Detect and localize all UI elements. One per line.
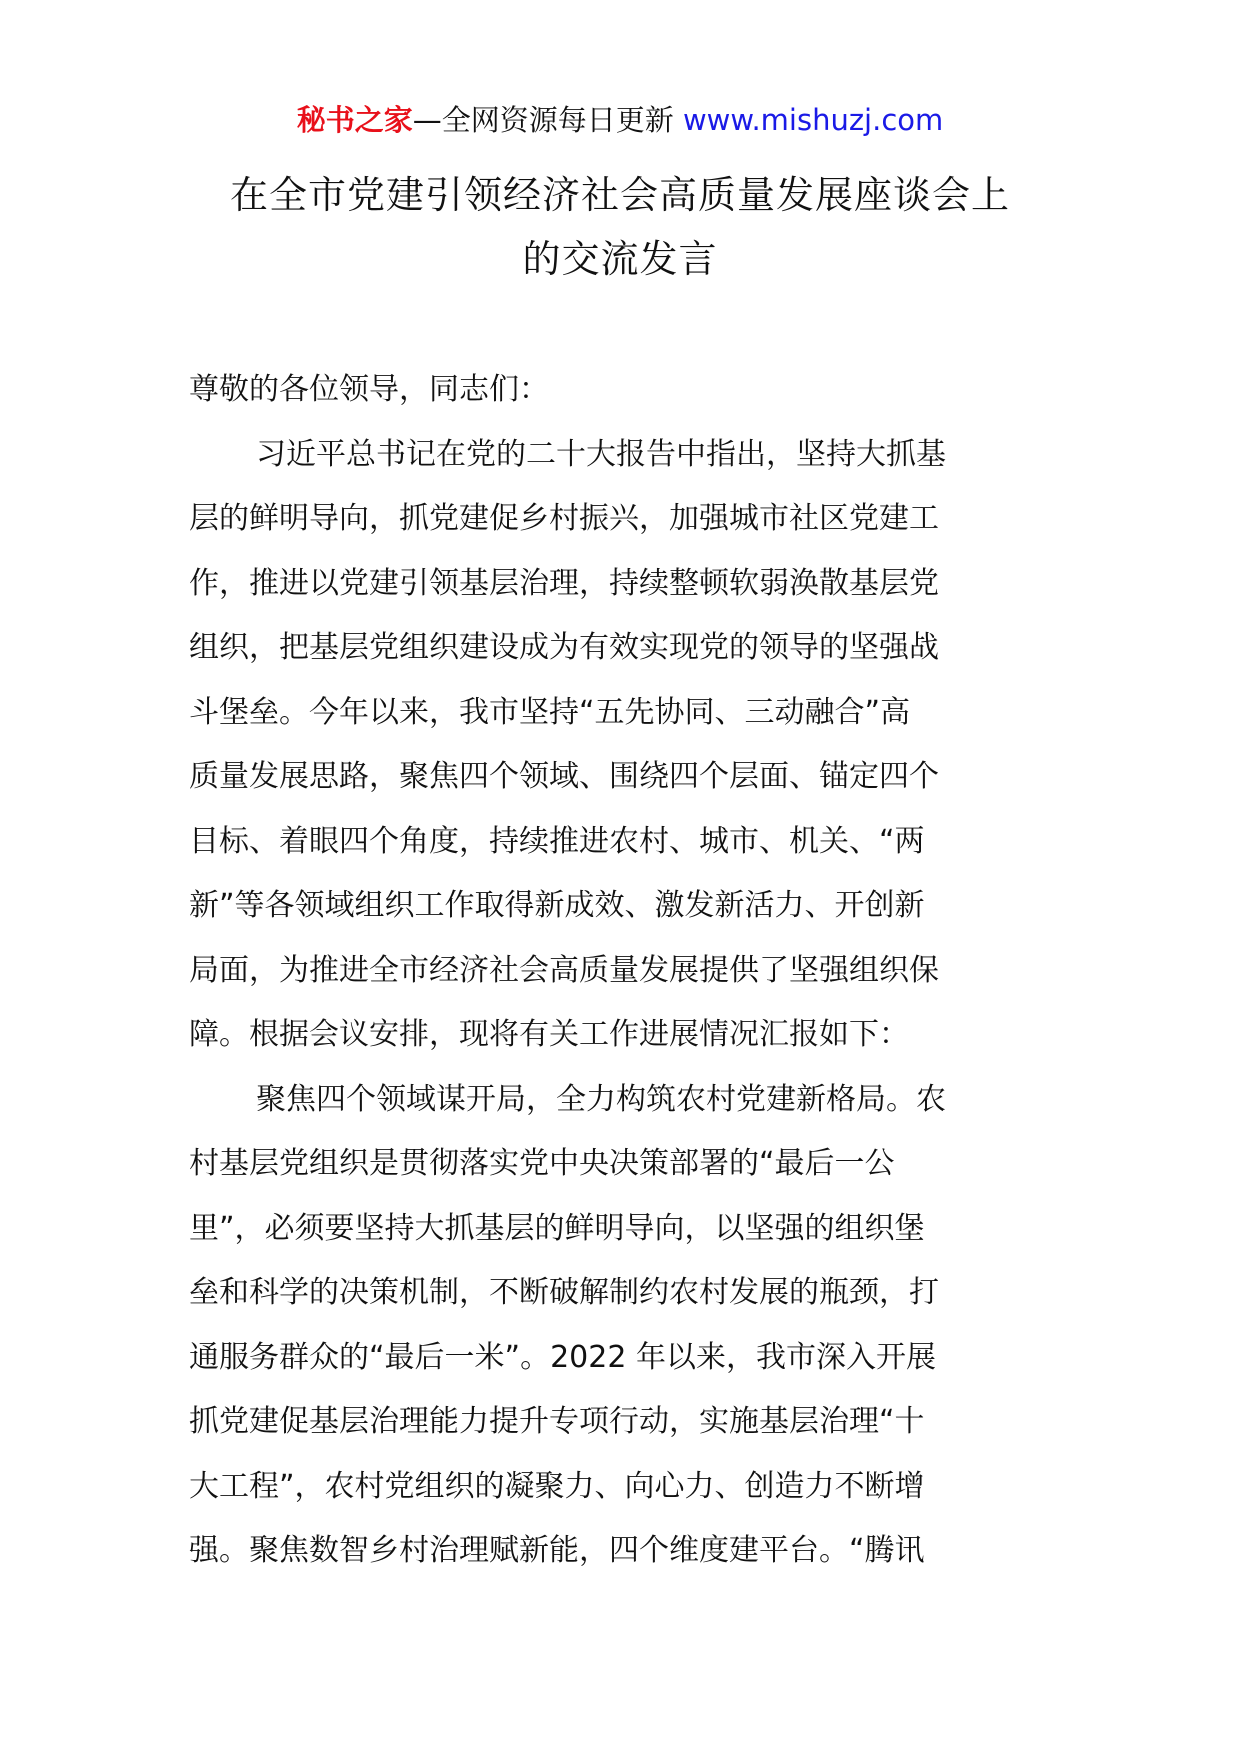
body-line: 抓党建促基层治理能力提升专项行动，实施基层治理“十: [189, 1404, 925, 1439]
title-line: 在全市党建引领经济社会高质量发展座谈会上: [229, 173, 1010, 217]
brand-name: 秘书之家: [296, 103, 413, 137]
body-line: 层的鲜明导向，抓党建促乡村振兴，加强城市社区党建工: [189, 501, 939, 536]
body-line: 组织，把基层党组织建设成为有效实现党的领导的坚强战: [189, 630, 939, 665]
title-line: 的交流发言: [522, 237, 718, 281]
body-line: 垒和科学的决策机制，不断破解制约农村发展的瓶颈，打: [189, 1275, 939, 1310]
body-line: 村基层党组织是贯彻落实党中央决策部署的“最后一公: [189, 1146, 895, 1181]
body-line: 习近平总书记在党的二十大报告中指出，坚持大抓基: [256, 436, 946, 472]
body-line: 聚焦四个领域谋开局，全力构筑农村党建新格局。农: [256, 1081, 946, 1117]
body-line: 质量发展思路，聚焦四个领域、围绕四个层面、锚定四个: [189, 759, 939, 794]
body-line: 强。聚焦数智乡村治理赋新能，四个维度建平台。“腾讯: [189, 1533, 925, 1568]
body-line: 里”，必须要坚持大抓基层的鲜明导向，以坚强的组织堡: [189, 1210, 925, 1246]
site-header: [0, 100, 1240, 140]
body-line: 局面，为推进全市经济社会高质量发展提供了坚强组织保: [189, 952, 939, 988]
document-body: [189, 358, 1069, 1584]
salutation: 尊敬的各位领导，同志们：: [189, 372, 549, 407]
body-line: 斗堡垒。今年以来，我市坚持“五先协同、三动融合”高: [189, 694, 911, 730]
body-line: 新”等各领域组织工作取得新成效、激发新活力、开创新: [189, 888, 925, 923]
body-line: 障。根据会议安排，现将有关工作进展情况汇报如下：: [189, 1017, 909, 1052]
header-tagline: —全网资源每日更新: [412, 103, 683, 137]
body-line: 目标、着眼四个角度，持续推进农村、城市、机关、“两: [189, 823, 925, 859]
document-title: [190, 163, 1050, 291]
body-line: 大工程”，农村党组织的凝聚力、向心力、创造力不断增: [189, 1468, 925, 1504]
body-line: 通服务群众的“最后一米”。2022 年以来，我市深入开展: [189, 1339, 936, 1375]
body-line: 作，推进以党建引领基层治理，持续整顿软弱涣散基层党: [189, 565, 939, 601]
site-url-link[interactable]: www.mishuzj.com: [682, 103, 944, 137]
